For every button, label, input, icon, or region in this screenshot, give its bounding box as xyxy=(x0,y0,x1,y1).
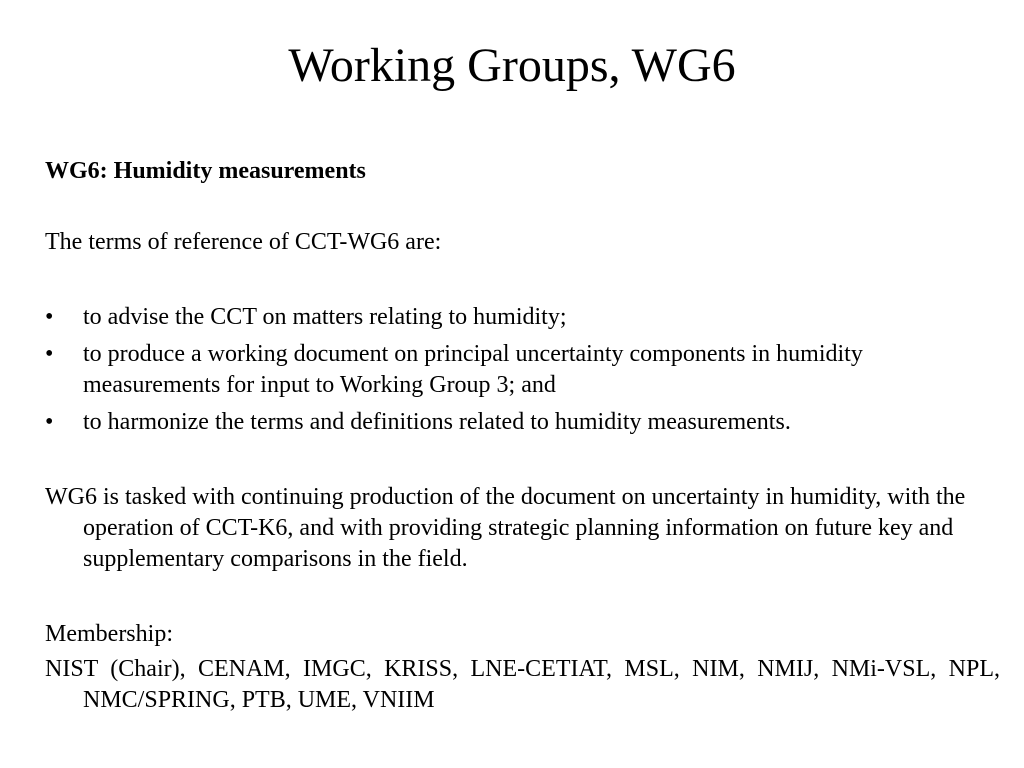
bullet-icon: • xyxy=(45,304,54,330)
slide-title: Working Groups, WG6 xyxy=(288,39,736,92)
list-item-text: to produce a working document on principal uncertainty components in humidity measurements for input to Working Group 3; and xyxy=(83,341,863,398)
bullet-icon: • xyxy=(45,341,54,367)
slide-body xyxy=(45,156,1000,716)
list-item-text: to harmonize the terms and definitions related to humidity measurements. xyxy=(83,409,791,435)
terms-list xyxy=(45,302,1000,438)
membership-label: Membership: xyxy=(45,621,173,647)
task-paragraph: WG6 is tasked with continuing production of the document on uncertainty in humidity, with the operation of CCT-K6, and with providing strategic planning information on future key and supplementary comparisons in the field. xyxy=(45,484,966,572)
list-item-text: to advise the CCT on matters relating to humidity; xyxy=(83,304,567,330)
list-item xyxy=(45,302,1000,333)
bullet-icon: • xyxy=(45,409,54,435)
list-item xyxy=(45,339,1000,401)
membership-list: NIST (Chair), CENAM, IMGC, KRISS, LNE-CETIAT, MSL, NIM, NMIJ, NMi-VSL, NPL, NMC/SPRING, PTB, UME, VNIIM xyxy=(45,656,1000,713)
terms-intro: The terms of reference of CCT-WG6 are: xyxy=(45,229,442,255)
list-item xyxy=(45,407,1000,438)
subheading: WG6: Humidity measurements xyxy=(45,158,366,184)
